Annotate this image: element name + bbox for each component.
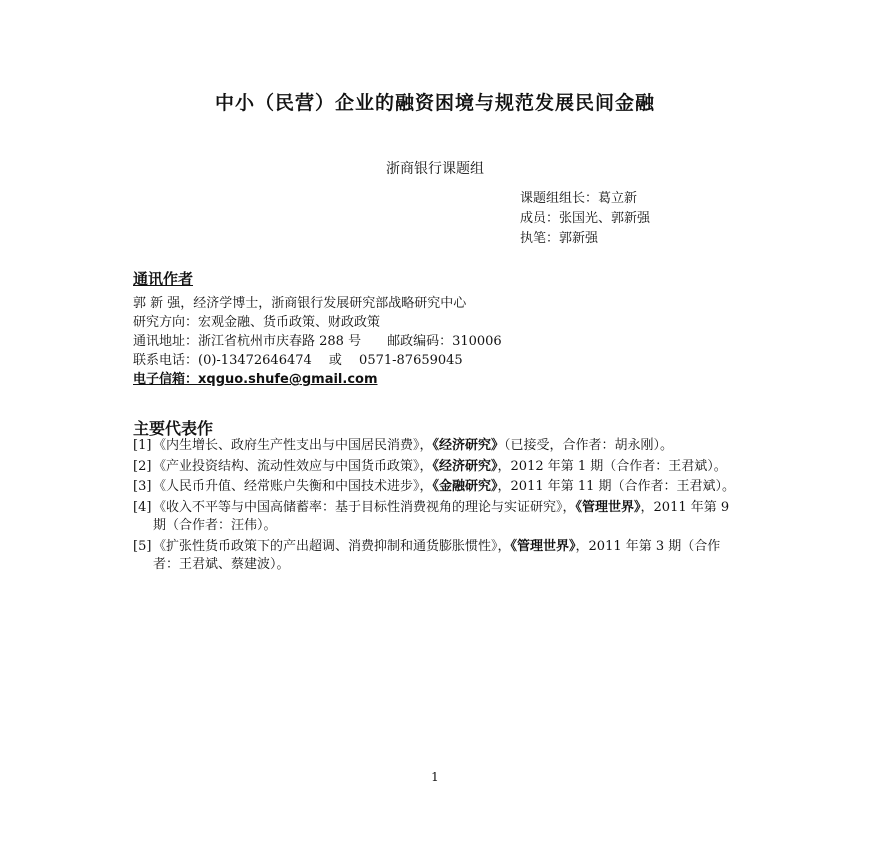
journal-name: 《金融研究》 (432, 479, 498, 494)
address-line: 通讯地址：浙江省杭州市庆春路 288 号 邮政编码：310006 (133, 334, 502, 349)
email-line[interactable]: 电子信箱：xqguo.shufe@gmail.com (133, 372, 378, 387)
research-direction-line: 研究方向：宏观金融、货币政策、财政政策 (133, 315, 381, 330)
journal-name: 《管理世界》 (510, 538, 576, 554)
group-members (520, 189, 650, 249)
reference-list (133, 437, 743, 577)
reference-number: [5] (133, 538, 152, 554)
reference-text: 《人民币升值、经常账户失衡和中国技术进步》，《金融研究》，2011 年第 11 期（合作者：王君斌）。 (153, 479, 736, 494)
group-writer: 执笔：郭新强 (520, 231, 599, 246)
reference-item (133, 478, 743, 497)
reference-item (133, 538, 743, 575)
reference-item (133, 458, 743, 477)
reference-text: 《产业投资结构、流动性效应与中国货币政策》，《经济研究》，2012 年第 1 期（合作者：王君斌）。 (153, 458, 727, 474)
document-title: 中小（民营）企业的融资困境与规范发展民间金融 (214, 92, 655, 114)
reference-text: 《内生增长、政府生产性支出与中国居民消费》，《经济研究》（已接受，合作者：胡永刚）。 (153, 438, 674, 453)
group-leader: 课题组组长：葛立新 (520, 191, 638, 206)
reference-number: [2] (133, 458, 152, 474)
works-heading: 主要代表作 (133, 419, 214, 438)
journal-name: 《管理世界》 (575, 499, 641, 515)
journal-name: 《经济研究》 (432, 438, 505, 453)
phone-line: 联系电话：(0)-13472646474 或 0571-87659045 (133, 353, 463, 368)
reference-item (133, 499, 743, 536)
page-number: 1 (431, 770, 439, 784)
journal-name: 《经济研究》 (432, 458, 498, 474)
contact-info (133, 294, 502, 389)
reference-number: [4] (133, 499, 152, 515)
reference-item (133, 437, 743, 456)
author-name-line: 郭 新 强，经济学博士，浙商银行发展研究部战略研究中心 (133, 296, 467, 311)
research-group-name: 浙商银行课题组 (386, 161, 484, 177)
group-member-list: 成员：张国光、郭新强 (520, 211, 651, 226)
contact-heading: 通讯作者 (133, 270, 194, 288)
reference-text: 《扩张性货币政策下的产出超调、消费抑制和通货膨胀惯性》，《管理世界》，2011 年第 3 期（合作者：王君斌、蔡建波）。 (153, 538, 721, 572)
reference-number: [3] (133, 479, 152, 494)
reference-text: 《收入不平等与中国高储蓄率：基于目标性消费视角的理论与实证研究》，《管理世界》，2011 年第 9 期（合作者：汪伟）。 (153, 499, 730, 533)
reference-number: [1] (133, 438, 152, 453)
